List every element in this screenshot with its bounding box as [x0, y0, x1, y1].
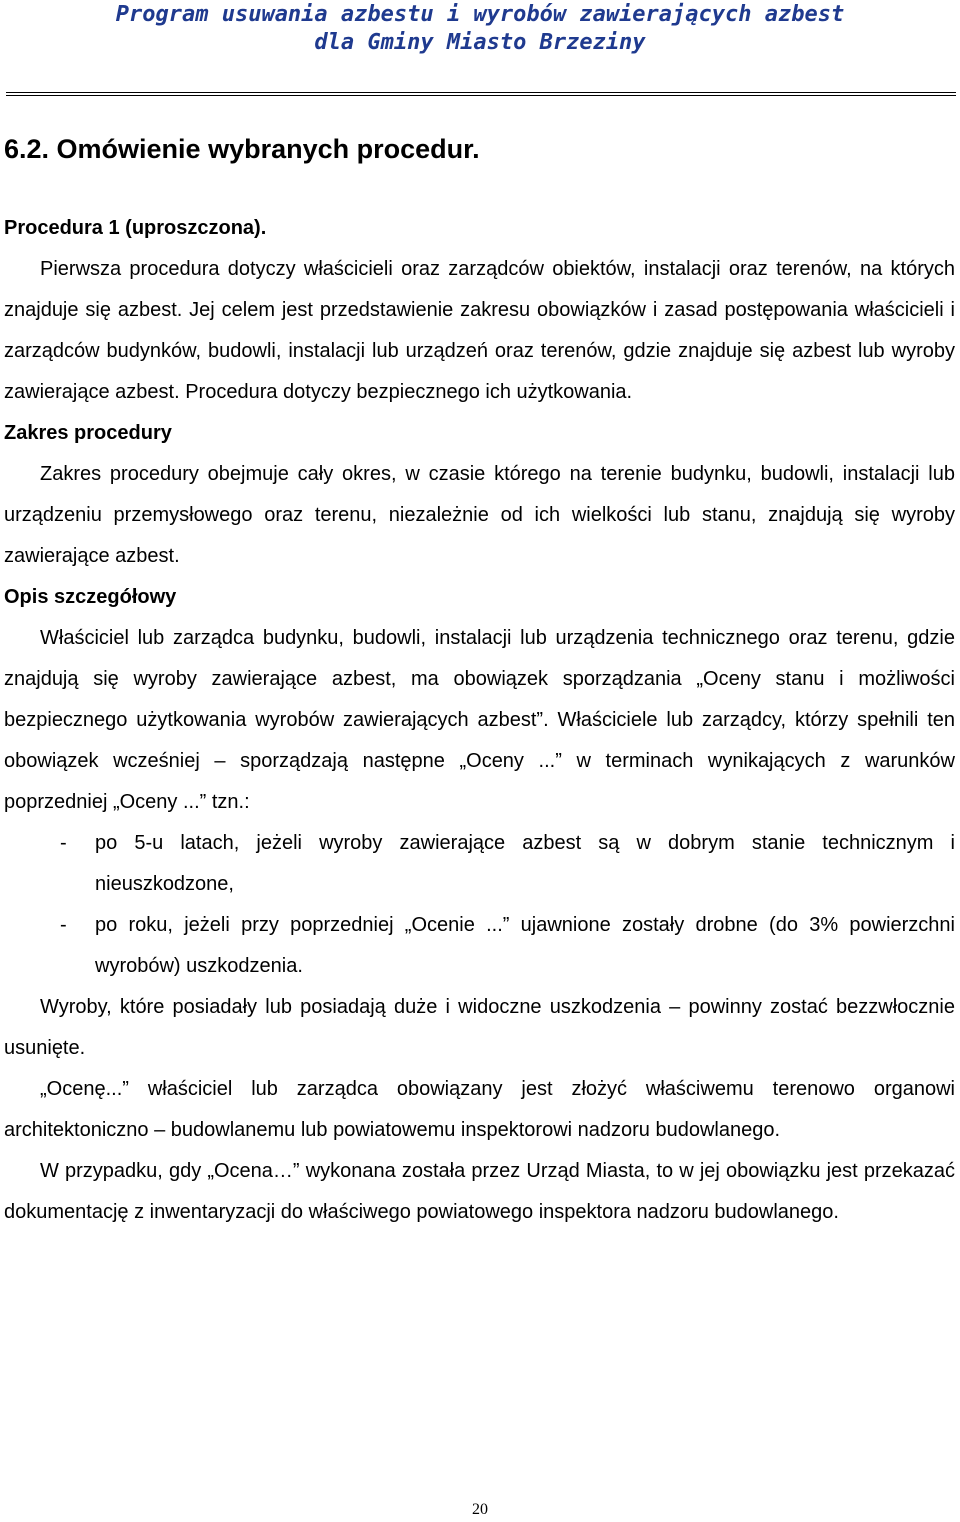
paragraph-scope: Zakres procedury obejmuje cały okres, w czasie którego na terenie budynku, budowli, instalacji lub urządzeniu przemysłowego oraz terenu, niezależnie od ich wielkości lub stanu, znajdują się wyroby zawierające azbest. — [4, 463, 955, 567]
header-title-line2: dla Gminy Miasto Brzeziny — [314, 30, 646, 55]
header-title-line1: Program usuwania azbestu i wyrobów zawierających azbest — [115, 2, 845, 27]
list-dash: - — [60, 832, 67, 854]
list-item — [4, 905, 955, 987]
paragraph-office: W przypadku, gdy „Ocena…” wykonana została przez Urząd Miasta, to w jej obowiązku jest przekazać dokumentację z inwentaryzacji do właściwego powiatowego inspektora nadzoru budowlanego. — [4, 1160, 955, 1223]
scope-heading: Zakres procedury — [4, 422, 172, 444]
paragraph-submission: „Ocenę...” właściciel lub zarządca obowiązany jest złożyć właściwemu terenowo organowi architektoniczno – budowlanemu lub powiatowemu inspektorowi nadzoru budowlanego. — [4, 1078, 955, 1141]
list-item-text: po 5-u latach, jeżeli wyroby zawierające azbest są w dobrym stanie technicznym i nieuszkodzone, — [95, 832, 955, 895]
list-dash: - — [60, 914, 67, 936]
document-body — [4, 208, 955, 1233]
paragraph-intro: Pierwsza procedura dotyczy właścicieli oraz zarządców obiektów, instalacji oraz terenów, na których znajduje się azbest. Jej celem jest przedstawienie zakresu obowiązków i zasad postępowania właścicieli i zarządców budynków, budowli, instalacji lub urządzeń oraz terenów, gdzie znajduje się azbest lub wyroby zawierające azbest. Procedura dotyczy bezpiecznego ich użytkowania. — [4, 258, 955, 403]
procedure-heading: Procedura 1 (uproszczona). — [4, 217, 267, 239]
header-divider — [6, 92, 956, 96]
detail-heading: Opis szczegółowy — [4, 586, 177, 608]
list-item — [4, 823, 955, 905]
page-number: 20 — [472, 1501, 488, 1518]
list-item-text: po roku, jeżeli przy poprzedniej „Ocenie ...” ujawnione zostały drobne (do 3% powierzchni wyrobów) uszkodzenia. — [95, 914, 955, 977]
section-title: 6.2. Omówienie wybranych procedur. — [4, 134, 480, 164]
paragraph-detail: Właściciel lub zarządca budynku, budowli, instalacji lub urządzenia technicznego oraz terenu, gdzie znajdują się wyroby zawierające azbest, ma obowiązek sporządzania „Oceny stanu i możliwości bezpiecznego użytkowania wyrobów zawierających azbest”. Właściciele lub zarządcy, którzy spełnili ten obowiązek wcześniej – sporządzają następne „Oceny ...” w terminach wynikających z warunków poprzedniej „Oceny ...” tzn.: — [4, 627, 955, 813]
paragraph-removal: Wyroby, które posiadały lub posiadają duże i widoczne uszkodzenia – powinny zostać bezzwłocznie usunięte. — [4, 996, 955, 1059]
